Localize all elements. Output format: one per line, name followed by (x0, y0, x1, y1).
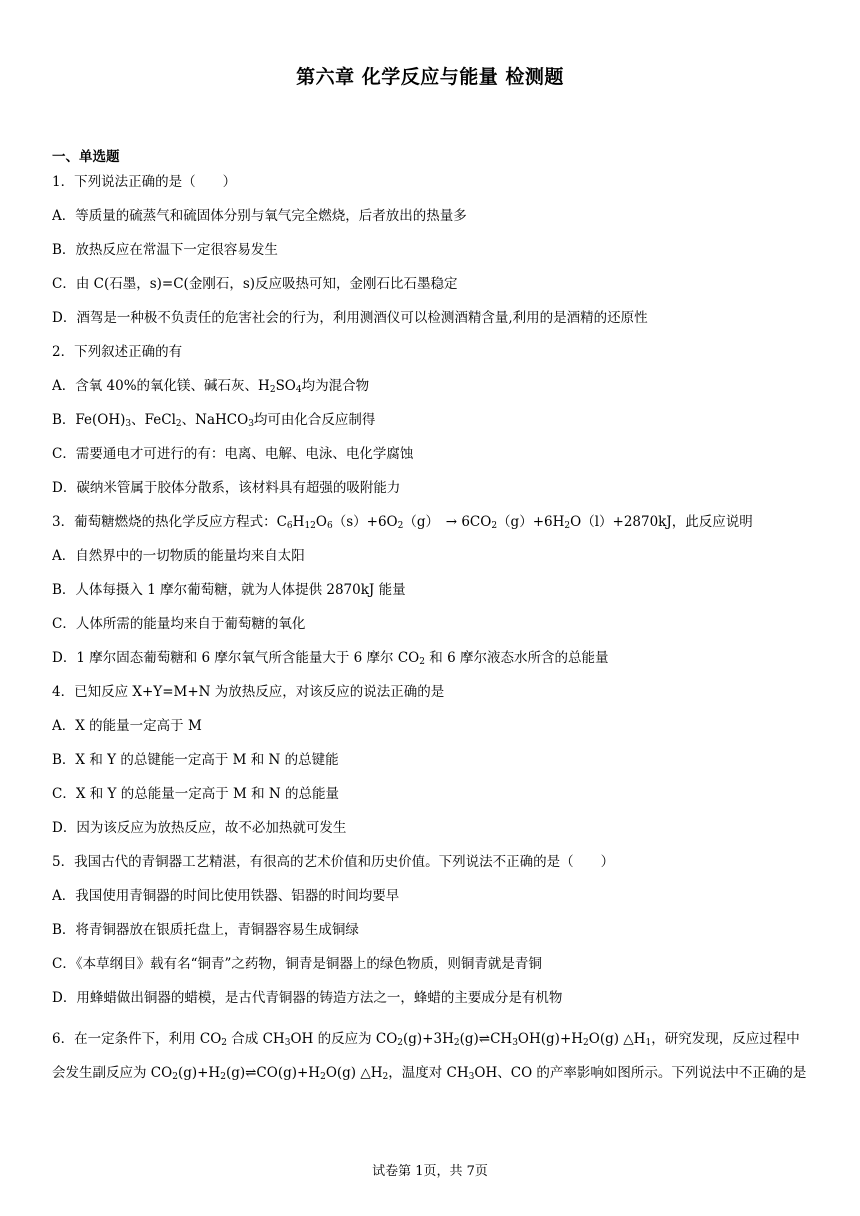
question-3-option-a: A．自然界中的一切物质的能量均来自太阳 (52, 548, 305, 564)
page-title: 第六章 化学反应与能量 检测题 (296, 66, 564, 88)
question-4-option-c: C．X 和 Y 的总能量一定高于 M 和 N 的总能量 (52, 786, 340, 802)
section-heading: 一、单选题 (52, 149, 120, 165)
question-1-option-a: A．等质量的硫蒸气和硫固体分别与氧气完全燃烧，后者放出的热量多 (52, 208, 467, 224)
question-3-option-b: B．人体每摄入 1 摩尔葡萄糖，就为人体提供 2870kJ 能量 (52, 582, 406, 598)
question-6-stem: 6．在一定条件下，利用 $CO_2$ 合成 $CH_3OH$ 的反应为 $CO_2(g)+3H_2(g)\rightleftharpoons CH_3OH(g)+H_2O(g)$ $\triangle H_1$，研究发现，反应过程中会发生副反应为 $CO_2(g)+H_2(g)\rightleftharpoons CO(g)+H_2O(g)$ $\triangle H_2$，温度对 $CH_3OH$、CO 的产率影响如图所示。下列说法中不正确的是 (52, 1031, 807, 1082)
question-5-stem: 5．我国古代的青铜器工艺精湛，有很高的艺术价值和历史价值。下列说法不正确的是（ ） (52, 854, 615, 870)
question-4-stem: 4．已知反应 X+Y=M+N 为放热反应，对该反应的说法正确的是 (52, 684, 445, 700)
question-1-option-c: C．由 C(石墨，s)=C(金刚石，s)反应吸热可知，金刚石比石墨稳定 (52, 276, 458, 292)
question-list (52, 172, 812, 1090)
question-5-option-b: B．将青铜器放在银质托盘上，青铜器容易生成铜绿 (52, 922, 359, 938)
page-footer: 试卷第 1页，共 7页 (372, 1164, 488, 1179)
question-4-option-d: D．因为该反应为放热反应，故不必加热就可发生 (52, 820, 347, 836)
question-2-option-d: D．碳纳米管属于胶体分散系，该材料具有超强的吸附能力 (52, 480, 401, 496)
question-2-stem: 2．下列叙述正确的有 (52, 344, 183, 360)
question-4-option-a: A．X 的能量一定高于 M (52, 718, 202, 734)
question-3-stem: 3．葡萄糖燃烧的热化学反应方程式：$C_6H_{12}O_6(s)+6O_2(g)$ → $6CO_2(g)+6H_2O(l)+2870kJ$，此反应说明 (52, 514, 753, 531)
question-5-option-d: D．用蜂蜡做出铜器的蜡模，是古代青铜器的铸造方法之一，蜂蜡的主要成分是有机物 (52, 990, 563, 1006)
question-5-option-a: A．我国使用青铜器的时间比使用铁器、铝器的时间均要早 (52, 888, 400, 904)
question-2-option-a: A．含氧 40%的氧化镁、碱石灰、$H_2SO_4$均为混合物 (52, 378, 370, 395)
question-2-option-b: B．$Fe(OH)_3$、FeCl$_2$、NaHCO$_3$均可由化合反应制得 (52, 412, 376, 429)
question-1-option-b: B．放热反应在常温下一定很容易发生 (52, 242, 278, 258)
question-3-option-d: D．1 摩尔固态葡萄糖和 6 摩尔氧气所含能量大于 6 摩尔 $CO_2$ 和 6 摩尔液态水所含的总能量 (52, 650, 609, 667)
question-1-option-d: D．酒驾是一种极不负责任的危害社会的行为，利用测酒仪可以检测酒精含量,利用的是酒精的还原性 (52, 310, 648, 326)
question-4-option-b: B．X 和 Y 的总键能一定高于 M 和 N 的总键能 (52, 752, 339, 768)
question-2-option-c: C．需要通电才可进行的有：电离、电解、电泳、电化学腐蚀 (52, 446, 414, 462)
question-3-option-c: C．人体所需的能量均来自于葡萄糖的氧化 (52, 616, 306, 632)
question-5-option-c: C．《本草纲目》载有名“铜青”之药物，铜青是铜器上的绿色物质，则铜青就是青铜 (52, 956, 542, 972)
question-1-stem: 1．下列说法正确的是（ ） (52, 174, 237, 190)
